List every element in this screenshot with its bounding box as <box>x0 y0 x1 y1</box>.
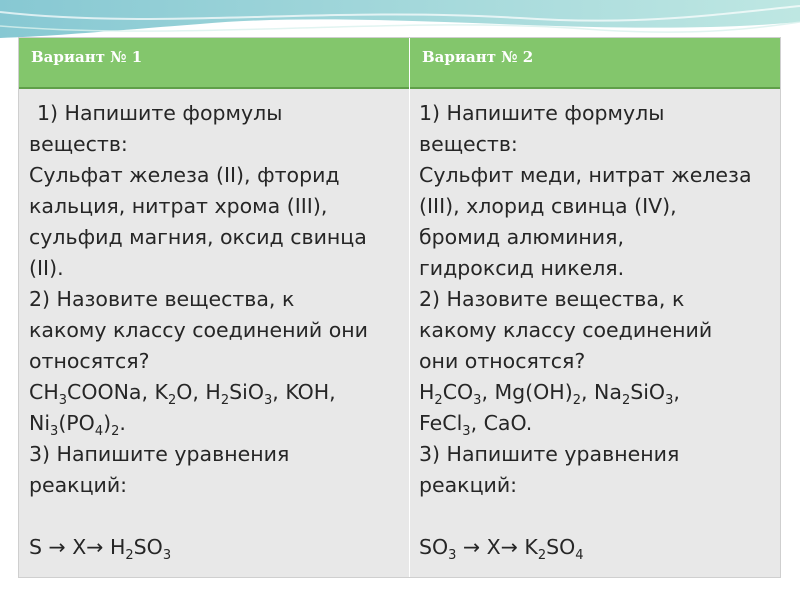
task3-title-line: 3) Напишите уравнения <box>29 442 290 466</box>
task2-title-line: 2) Назовите вещества, к <box>29 287 295 311</box>
variants-table <box>18 37 781 578</box>
task2-formula-line: $Ni_3(PO_4)_2$. <box>29 411 126 439</box>
task2-title-line: 2) Назовите вещества, к <box>419 287 685 311</box>
table-header <box>19 38 780 89</box>
task3-title-line: 3) Напишите уравнения <box>419 442 680 466</box>
task1-item-line: сульфид магния, оксид свинца <box>29 225 367 249</box>
task3-title-line: реакций: <box>419 473 518 497</box>
header-variant-2: Вариант № 2 <box>422 48 534 66</box>
task1-item-line: гидроксид никеля. <box>419 256 625 280</box>
task2-title-line: относятся? <box>29 349 150 373</box>
task1-item-line: (II). <box>29 256 64 280</box>
task1-title-line: 1) Напишите формулы <box>37 101 283 125</box>
task2-title-line: они относятся? <box>419 349 586 373</box>
task2-formula-line: FeCl$_3$, CaO. <box>419 411 533 439</box>
task2-formula-line: $CH_3COONa$, $K_2O$, $H_2SiO_3$, KOH, <box>29 380 336 408</box>
task3-title-line: реакций: <box>29 473 128 497</box>
task2-title-line: какому классу соединений они <box>29 318 368 342</box>
task1-item-line: кальция, нитрат хрома (III), <box>29 194 328 218</box>
task1-title-line: веществ: <box>29 132 128 156</box>
task1-item-line: Сульфит меди, нитрат железа <box>419 163 752 187</box>
task1-item-line: (III), хлорид свинца (IV), <box>419 194 677 218</box>
task3-chain: $SO_3 \to X\to K_2SO_4$ <box>419 535 584 563</box>
task1-item-line: бромид алюминия, <box>419 225 624 249</box>
task2-formula-line: $H_2CO_3$, $Mg(OH)_2$, $Na_2SiO_3$, <box>419 380 680 408</box>
header-variant-1: Вариант № 1 <box>31 48 143 66</box>
task1-title-line: 1) Напишите формулы <box>419 101 665 125</box>
task1-title-line: веществ: <box>419 132 518 156</box>
task2-title-line: какому классу соединений <box>419 318 713 342</box>
variant-2-cell <box>419 98 789 563</box>
task3-chain: $S \to X\to H_2SO_3$ <box>29 535 172 563</box>
variant-1-cell <box>29 98 399 563</box>
column-divider <box>409 38 410 577</box>
task1-item-line: Сульфат железа (II), фторид <box>29 163 340 187</box>
